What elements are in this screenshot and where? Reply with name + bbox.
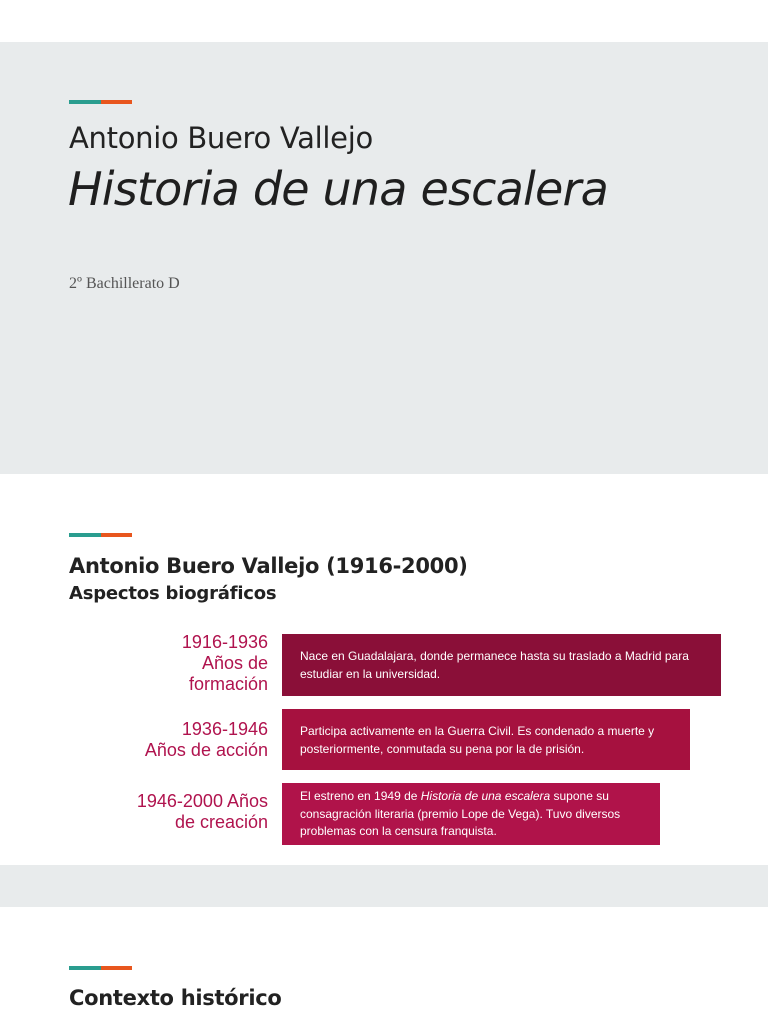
accent-bar-teal xyxy=(69,966,101,970)
biography-slide xyxy=(0,474,768,865)
accent-bar-orange xyxy=(101,100,132,104)
context-slide xyxy=(0,907,768,1024)
timeline-box-3-text-after: supone su consagración literaria (premio Lope de Vega). Tuvo diversos problemas con la censura franquista. xyxy=(300,789,621,838)
accent-bar-teal xyxy=(69,533,101,537)
biography-title: Antonio Buero Vallejo (1916-2000) xyxy=(69,554,468,578)
timeline-box-1 xyxy=(282,634,721,696)
timeline-label-2-years: 1936-1946 xyxy=(181,719,268,739)
timeline-box-2-text: Participa activamente en la Guerra Civil. Es condenado a muerte y posteriormente, conmutada su pena por la de prisión. xyxy=(300,724,655,756)
accent-bar-teal xyxy=(69,100,101,104)
context-title: Contexto histórico xyxy=(69,986,282,1010)
author-heading: Antonio Buero Vallejo xyxy=(69,121,373,155)
title-slide xyxy=(0,42,768,432)
page-gap-top xyxy=(0,0,768,42)
timeline-box-3 xyxy=(282,783,660,845)
timeline-label-1-years: 1916-1936 xyxy=(181,632,268,652)
accent-bar-orange xyxy=(101,533,132,537)
timeline-label-2 xyxy=(68,719,268,761)
timeline-box-1-text: Nace en Guadalajara, donde permanece hasta su traslado a Madrid para estudiar en la universidad. xyxy=(300,649,689,681)
timeline-box-3-text-before: El estreno en 1949 de xyxy=(300,789,421,803)
timeline-label-1-line2: Años de xyxy=(201,653,268,673)
work-title: Historia de una escalera xyxy=(68,162,608,216)
accent-bar xyxy=(69,966,132,970)
timeline-box-2 xyxy=(282,709,690,770)
biography-subtitle: Aspectos biográficos xyxy=(69,583,277,604)
class-subtitle: 2º Bachillerato D xyxy=(69,275,180,292)
accent-bar xyxy=(69,100,132,104)
timeline-box-3-text-italic: Historia de una escalera xyxy=(420,789,551,803)
timeline-label-2-line2: Años de acción xyxy=(144,740,268,760)
timeline-label-3-years: 1946-2000 Años xyxy=(136,791,268,811)
timeline-label-1 xyxy=(68,632,268,695)
accent-bar-orange xyxy=(101,966,132,970)
accent-bar xyxy=(69,533,132,537)
timeline-label-3-line2: de creación xyxy=(174,812,268,832)
timeline-label-1-line3: formación xyxy=(188,674,268,694)
timeline-label-3 xyxy=(68,791,268,833)
